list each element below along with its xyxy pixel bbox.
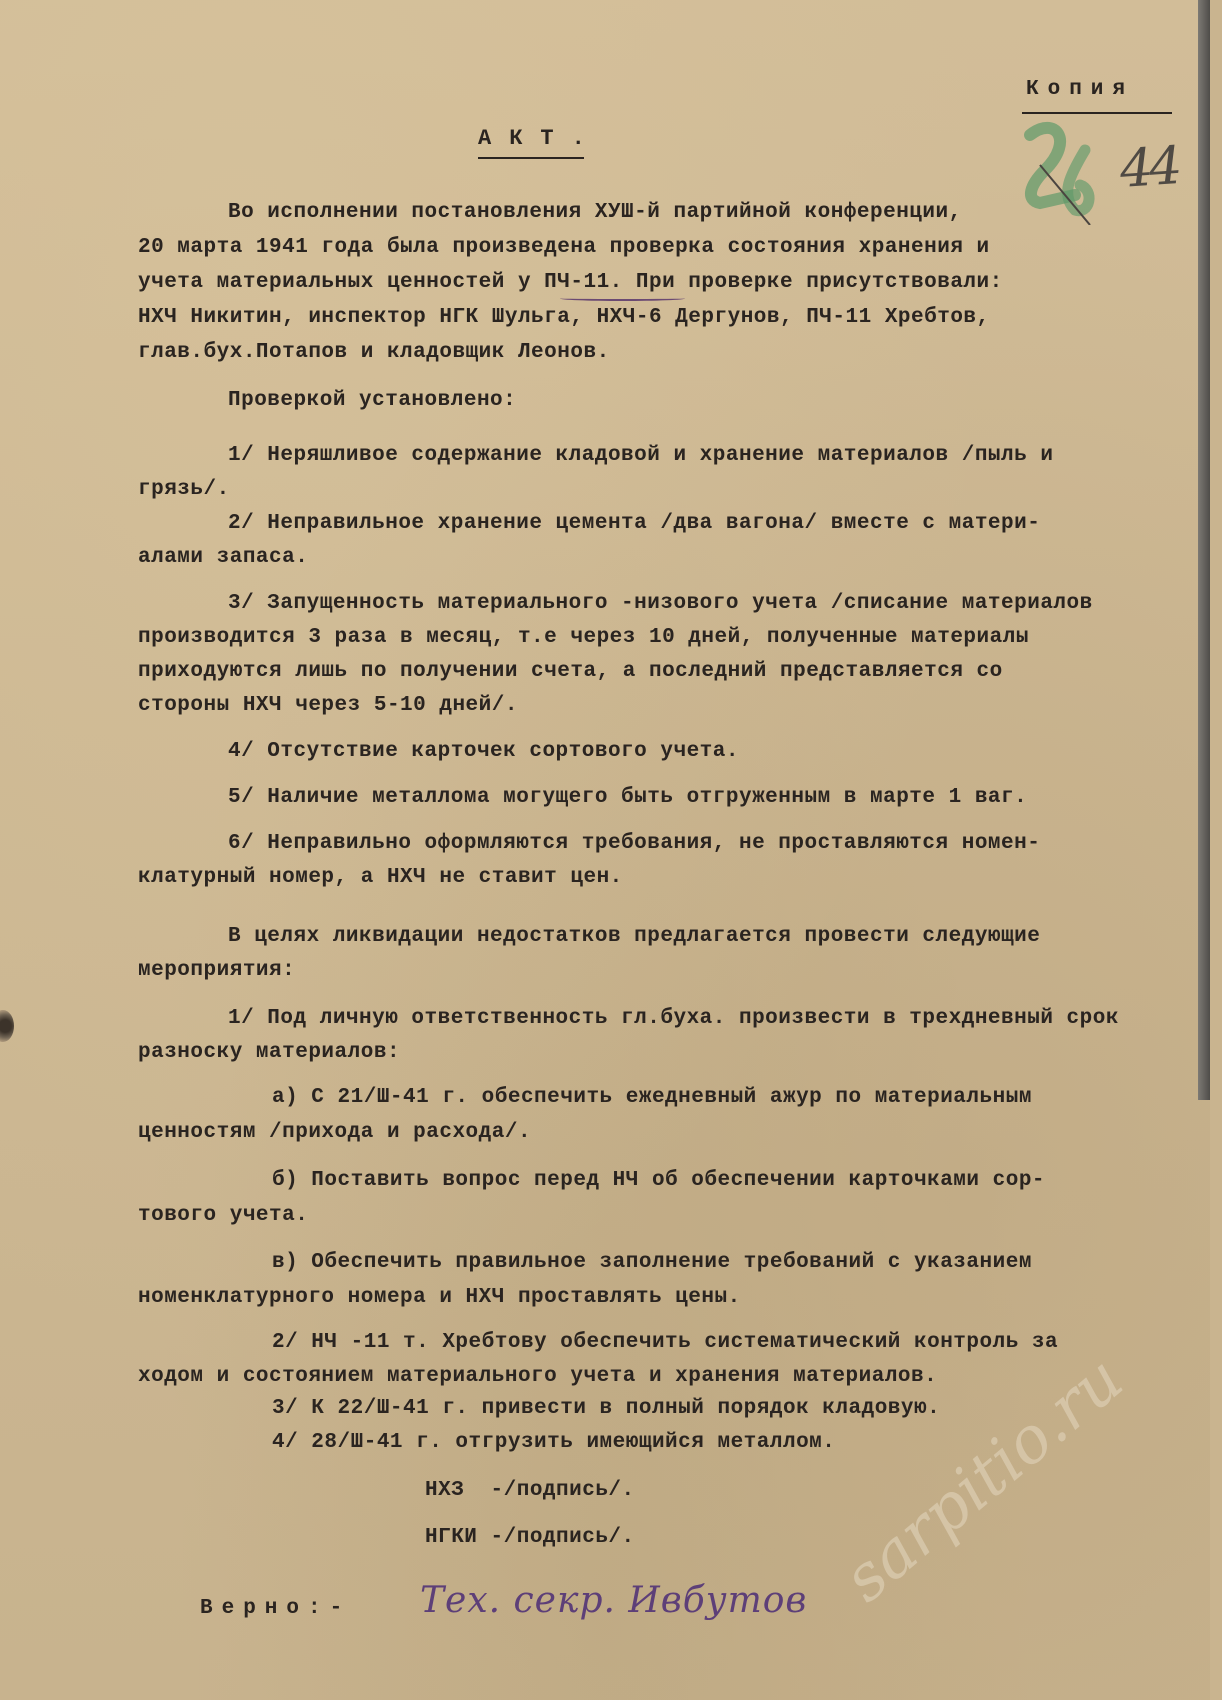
finding-line: 1/ Неряшливое содержание кладовой и хранение материалов /пыль и: [228, 444, 1054, 467]
finding-line: 2/ Неправильное хранение цемента /два вагона/ вместе с матери-: [228, 512, 1041, 535]
measure-line: ценностям /прихода и расхода/.: [138, 1121, 532, 1144]
copy-mark-underline: [1022, 112, 1172, 114]
punch-hole: [0, 1010, 14, 1042]
measure-line: в) Обеспечить правильное заполнение требований с указанием: [272, 1251, 1032, 1274]
handwritten-underline: [560, 296, 685, 301]
measures-intro-line: мероприятия:: [138, 959, 296, 982]
measure-line: 2/ НЧ -11 т. Хребтову обеспечить систематический контроль за: [272, 1331, 1059, 1354]
green-archive-mark: [1000, 115, 1110, 225]
finding-line: клатурный номер, а НХЧ не ставит цен.: [138, 866, 623, 889]
title-underline: [478, 157, 584, 159]
measures-intro-line: В целях ликвидации недостатков предлагается провести следующие: [228, 925, 1041, 948]
intro-line: Во исполнении постановления ХУШ-й партийной конференции,: [228, 201, 962, 224]
finding-line: алами запаса.: [138, 546, 309, 569]
measure-line: разноску материалов:: [138, 1041, 401, 1064]
finding-line: стороны НХЧ через 5-10 дней/.: [138, 694, 518, 717]
measure-line: а) С 21/Ш-41 г. обеспечить ежедневный ажур по материальным: [272, 1086, 1032, 1109]
intro-line: учета материальных ценностей у ПЧ-11. При проверке присутствовали:: [138, 271, 1003, 294]
intro-line: НХЧ Никитин, инспектор НГК Шульга, НХЧ-6 Дергунов, ПЧ-11 Хребтов,: [138, 306, 990, 329]
document-title: АКТ.: [478, 126, 603, 151]
scan-edge: [1198, 0, 1210, 1100]
signature-line: НГКИ -/подпись/.: [425, 1526, 635, 1549]
measure-line: номенклатурного номера и НХЧ проставлять цены.: [138, 1286, 741, 1309]
certified-label: Верно:-: [200, 1597, 352, 1620]
measure-line: 4/ 28/Ш-41 г. отгрузить имеющийся металлом.: [272, 1431, 836, 1454]
finding-line: грязь/.: [138, 478, 230, 501]
finding-line: 6/ Неправильно оформляются требования, не проставляются номен-: [228, 832, 1041, 855]
measure-line: б) Поставить вопрос перед НЧ об обеспечении карточками сор-: [272, 1169, 1046, 1192]
intro-line: 20 марта 1941 года была произведена проверка состояния хранения и: [138, 236, 990, 259]
watermark: sarpitio.ru: [830, 1342, 1138, 1617]
measure-line: 1/ Под личную ответственность гл.буха. произвести в трехдневный срок: [228, 1007, 1119, 1030]
finding-line: 4/ Отсутствие карточек сортового учета.: [228, 740, 739, 763]
copy-mark: Копия: [1026, 78, 1135, 101]
finding-line: 5/ Наличие металлома могущего быть отгруженным в марте 1 ваг.: [228, 786, 1028, 809]
intro-line: глав.бух.Потапов и кладовщик Леонов.: [138, 341, 610, 364]
pencil-page-number: 44: [1117, 136, 1181, 200]
handwritten-signature: Тех. секр. Ивбутов: [420, 1580, 808, 1621]
measure-line: ходом и состоянием материального учета и хранения материалов.: [138, 1365, 938, 1388]
findings-heading: Проверкой установлено:: [228, 389, 517, 412]
signature-line: НХЗ -/подпись/.: [425, 1479, 635, 1502]
finding-line: производится 3 раза в месяц, т.е через 10 дней, полученные материалы: [138, 626, 1029, 649]
finding-line: 3/ Запущенность материального -низового учета /списание материалов: [228, 592, 1093, 615]
finding-line: приходуются лишь по получении счета, а последний представляется со: [138, 660, 1003, 683]
measure-line: 3/ К 22/Ш-41 г. привести в полный порядок кладовую.: [272, 1397, 941, 1420]
measure-line: тового учета.: [138, 1204, 309, 1227]
